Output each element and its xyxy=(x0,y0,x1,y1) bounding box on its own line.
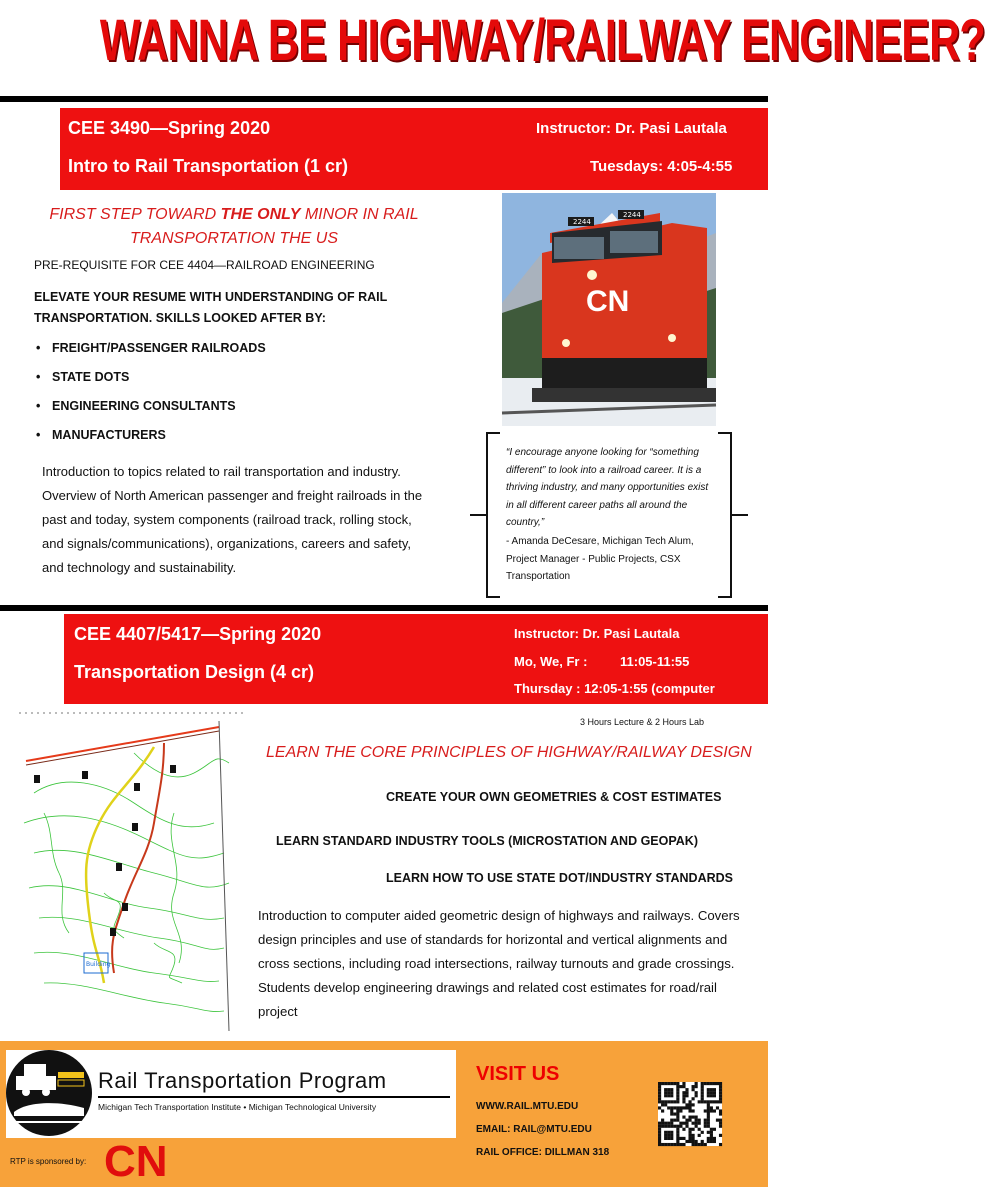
office-location: RAIL OFFICE: DILLMAN 318 xyxy=(476,1147,610,1158)
rtp-logo-panel xyxy=(6,1050,456,1138)
minor-heading: FIRST STEP TOWARD THE ONLY MINOR IN RAIL TRANSPORTATION THE US xyxy=(49,206,419,247)
design-heading: LEARN THE CORE PRINCIPLES OF HIGHWAY/RAILWAY DESIGN xyxy=(266,744,752,761)
sponsor-label: RTP is sponsored by: xyxy=(10,1157,87,1166)
plan-building-label: Building xyxy=(86,961,111,968)
course2-instructor: Instructor: Dr. Pasi Lautala xyxy=(514,626,680,641)
quote-text: “I encourage anyone looking for “something different” to look into a railroad career. It is a thriving industry, and many opportunities exist in all different career paths all around the country,” xyxy=(506,447,709,528)
course2-banner xyxy=(64,614,768,704)
visit-title: VISIT US xyxy=(476,1063,560,1085)
point-geometries: CREATE YOUR OWN GEOMETRIES & COST ESTIMATES xyxy=(386,790,722,804)
photo-number-right: 2244 xyxy=(623,211,641,219)
course2-thursday: Thursday : 12:05-1:55 (computer xyxy=(514,681,715,696)
bracket-tick-left xyxy=(470,514,486,516)
program-underline xyxy=(98,1096,450,1098)
cn-logo xyxy=(104,1137,200,1186)
photo-number-left: 2244 xyxy=(573,218,591,226)
point-tools: LEARN STANDARD INDUSTRY TOOLS (MICROSTATION AND GEOPAK) xyxy=(276,834,698,848)
course1-name: Intro to Rail Transportation (1 cr) xyxy=(68,156,349,176)
list-item: • ENGINEERING CONSULTANTS xyxy=(34,396,394,425)
course1-schedule: Tuesdays: 4:05-4:55 xyxy=(590,158,733,175)
program-subtitle: Michigan Tech Transportation Institute • Michigan Technological University xyxy=(98,1102,377,1112)
prerequisite: PRE-REQUISITE FOR CEE 4404—RAILROAD ENGINEERING xyxy=(34,258,375,272)
course2-time: 11:05-11:55 xyxy=(620,654,690,669)
course2-days: Mo, We, Fr : xyxy=(514,654,588,669)
sponsor-logo-text: CN xyxy=(104,1137,168,1186)
course1-instructor: Instructor: Dr. Pasi Lautala xyxy=(536,120,727,137)
divider-top xyxy=(0,96,768,102)
program-name: Rail Transportation Program xyxy=(98,1068,387,1093)
website-link[interactable]: WWW.RAIL.MTU.EDU xyxy=(476,1101,579,1112)
rtp-badge xyxy=(6,1050,92,1136)
testimonial-quote xyxy=(470,432,750,598)
course1-code: CEE 3490—Spring 2020 xyxy=(68,118,271,138)
point-standards: LEARN HOW TO USE STATE DOT/INDUSTRY STANDARDS xyxy=(386,871,733,885)
list-item: • STATE DOTS xyxy=(34,367,394,396)
employer-list xyxy=(34,338,394,454)
qr-code-icon[interactable] xyxy=(658,1082,722,1146)
quote-attribution: - Amanda DeCesare, Michigan Tech Alum, Project Manager - Public Projects, CSX Transportation xyxy=(506,536,694,582)
course2-name: Transportation Design (4 cr) xyxy=(74,662,315,682)
list-item: • FREIGHT/PASSENGER RAILROADS xyxy=(34,338,394,367)
elevate-resume: ELEVATE YOUR RESUME WITH UNDERSTANDING OF RAIL TRANSPORTATION. SKILLS LOOKED AFTER BY: xyxy=(34,290,388,325)
only-emphasis: THE ONLY xyxy=(220,206,301,223)
course2-description: Introduction to computer aided geometric design of highways and railways. Covers design principles and use of standards for horizontal and vertical alignments and cross sections, including road intersections, railway turnouts and grade crossings. Students develop engineering drawings and related cost estimates for road/rail project xyxy=(258,908,740,1019)
divider-middle xyxy=(0,605,768,611)
poster-title: WANNA BE HIGHWAY/RAILWAY ENGINEER? xyxy=(99,8,985,73)
course1-banner xyxy=(60,108,768,190)
bracket-left xyxy=(486,432,500,598)
email-link[interactable]: EMAIL: RAIL@MTU.EDU xyxy=(476,1124,592,1135)
course1-description: Introduction to topics related to rail transportation and industry. Overview of North American passenger and freight railroads in the past and today, system components (railroad track, rolling stock, and signals/communications), organizations, careers and safety, and technology and sustainability. xyxy=(42,464,423,575)
locomotive-photo xyxy=(502,193,716,426)
bracket-tick-right xyxy=(732,514,748,516)
photo-cn-logo: CN xyxy=(586,285,630,318)
list-item: • MANUFACTURERS xyxy=(34,425,394,454)
course2-code: CEE 4407/5417—Spring 2020 xyxy=(74,624,322,644)
lab-note: 3 Hours Lecture & 2 Hours Lab xyxy=(580,717,705,727)
design-plan-drawing xyxy=(14,713,244,1033)
